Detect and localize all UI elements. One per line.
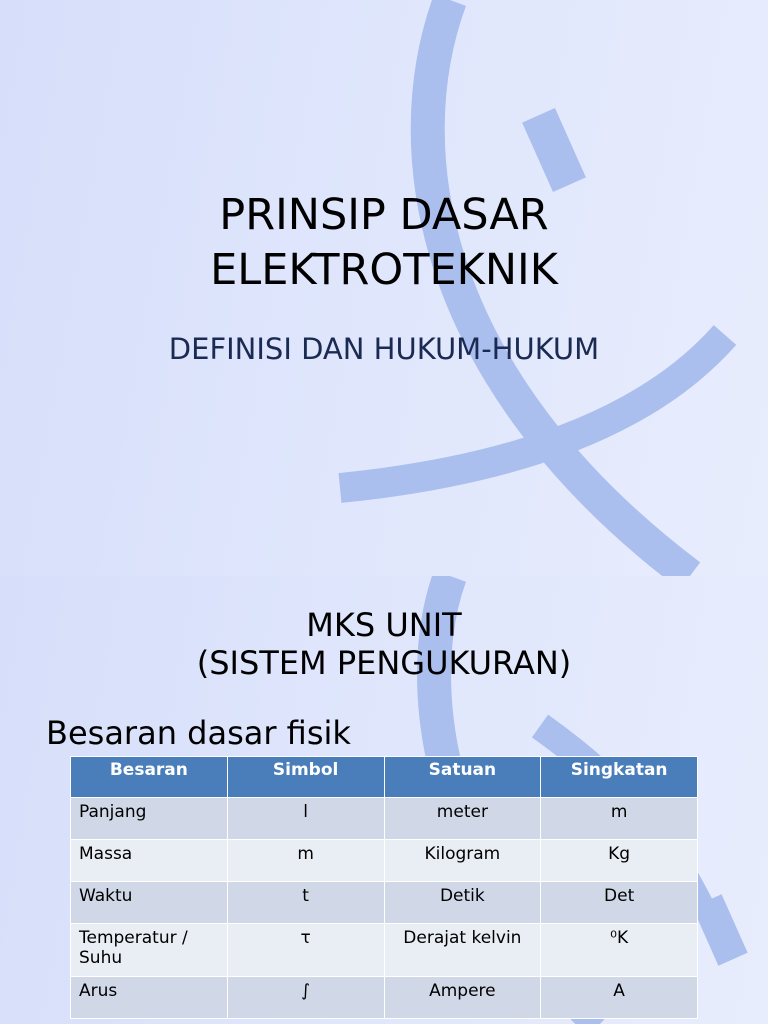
header-simbol: Simbol [227,757,384,798]
cell-besaran: Waktu [71,882,228,924]
cell-besaran: Panjang [71,798,228,840]
cell-singkatan: m [541,798,698,840]
table-row [71,840,698,882]
title-line-1: MKS UNIT [306,606,462,644]
title-line-1: PRINSIP DASAR [219,190,549,240]
header-besaran: Besaran [71,757,228,798]
cell-satuan: Derajat kelvin [384,924,541,977]
cell-satuan: meter [384,798,541,840]
cell-simbol: m [227,840,384,882]
header-satuan: Satuan [384,757,541,798]
cell-simbol: τ [227,924,384,977]
section-heading: Besaran dasar fisik [46,714,351,752]
slide-title [0,188,768,298]
cell-singkatan: A [541,977,698,1019]
slide-title [0,606,768,682]
cell-satuan: Kilogram [384,840,541,882]
cell-singkatan: ⁰K [541,924,698,977]
cell-simbol: l [227,798,384,840]
title-line-2: ELEKTROTEKNIK [210,245,558,295]
cell-besaran: Arus [71,977,228,1019]
cell-besaran: Temperatur / Suhu [71,924,228,977]
table-row [71,882,698,924]
table-row [71,977,698,1019]
cell-besaran: Massa [71,840,228,882]
mks-unit-slide [0,576,768,1024]
cell-singkatan: Det [541,882,698,924]
table-row [71,924,698,977]
table-header-row [71,757,698,798]
cell-simbol: t [227,882,384,924]
cell-simbol: ∫ [227,977,384,1019]
slide-subtitle: DEFINISI DAN HUKUM-HUKUM [168,332,600,366]
header-singkatan: Singkatan [541,757,698,798]
cell-satuan: Detik [384,882,541,924]
cell-satuan: Ampere [384,977,541,1019]
units-table [70,756,698,1019]
title-line-2: (SISTEM PENGUKURAN) [196,644,572,682]
table-row [71,798,698,840]
cell-singkatan: Kg [541,840,698,882]
decor-bar [692,894,747,965]
decor-bar [522,108,586,192]
